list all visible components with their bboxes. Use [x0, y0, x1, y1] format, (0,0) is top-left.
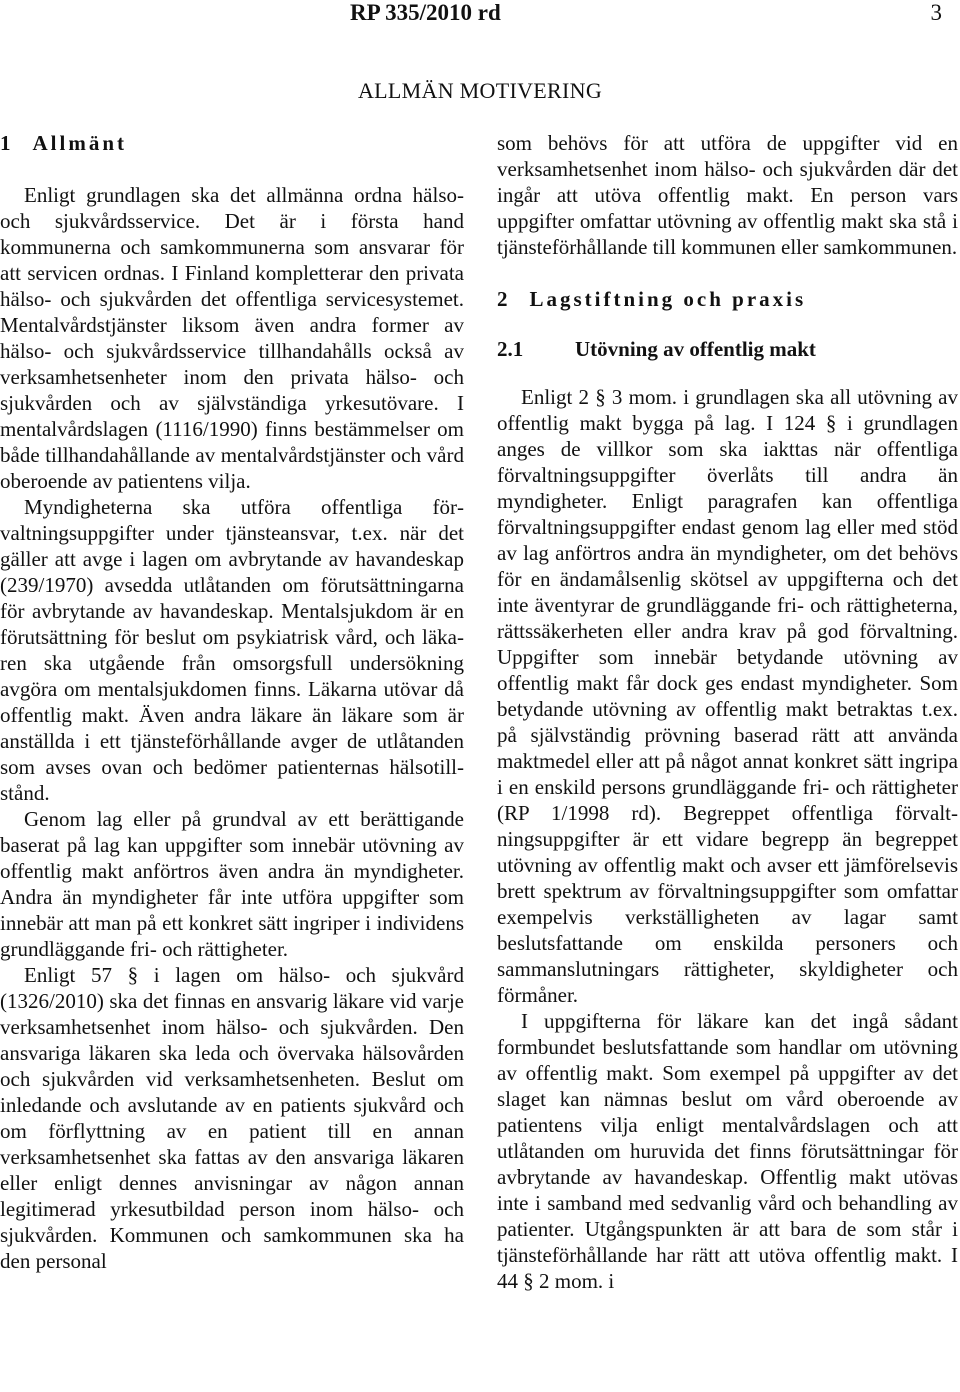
subheading-utovning [497, 336, 958, 362]
heading-allmant [0, 130, 464, 156]
left-column [0, 130, 464, 1274]
paragraph: I uppgifterna för läkare kan det ingå sådant formbundet beslutsfattande som handlar om utövning av offentlig makt. Som exempel på uppgifter av det slaget kan nämnas beslut om vård oberoende av patientens vilja enligt mentalvårdslagen och att utlåtanden om huruvida det finns förutsättningar för avbrytande av havandeskap. Offentlig makt utövas inte i samband med sedvanlig vård och behandling av patienter. Utgångspunkten är att bara de som står i tjänsteförhållande har rätt att utöva offentlig makt. I 44 § 2 mom. i [497, 1009, 958, 1293]
section-title: ALLMÄN MOTIVERING [357, 78, 603, 103]
heading-number: 1 [0, 131, 11, 155]
page-number: 3 [930, 0, 942, 25]
paragraph: Enligt 57 § i lagen om hälso- och sjukvård (1326/2010) ska det finnas en ansvarig läkare vid varje verksamhetsenhet inom hälso- och sjukvården. Den ansvariga läkaren ska leda och övervaka hälsovården och sjukvården vid verksamhetsenheten. Beslut om inledande och avslutande av en patients sjukvård och om förflyttning av en patient till en annan verksamhetsenhet ska fattas av den ansvariga läkaren eller enligt dennes anvisningar av någon annan legitimerad yrkesutbildad person inom hälso- och sjukvården. Kommunen och samkommunen ska ha den personal [0, 963, 464, 1273]
heading-number: 2 [497, 287, 508, 311]
right-column [497, 130, 958, 1294]
paragraph-continuation: som behövs för att utföra de uppgifter vid en verksamhetsenhet inom hälso- och sjukvården där det ingår att utöva offentlig makt. En person vars uppgifter omfattar utövning av offentlig makt ska stå i tjänsteförhållande till kommunen eller samkommunen. [497, 131, 958, 259]
paragraph: Myndigheterna ska utföra offentliga förvaltningsuppgifter under tjänsteansvar, t.ex. när det gäller att avge i lagen om avbrytande av havandeskap (239/1970) avsedda utlåtanden om förutsättningarna för avbrytande av havandeskap. Mentalsjukdom är en förutsättning för beslut om psykiatrisk vård, och läkaren ska utgående från omsorgsfull undersökning avgöra om mentalsjukdomen finns. Läkarna utövar då offentlig makt. Även andra läkare än läkare som är anställda i ett tjänsteförhållande avger de utlåtanden som avses ovan och bedömer patienternas hälsotillstånd. [0, 495, 464, 805]
heading-title: Lagstiftning och praxis [529, 287, 807, 311]
subheading-title: Utövning av offentlig makt [575, 337, 816, 361]
paragraph: Genom lag eller på grundval av ett berättigande baserat på lag kan uppgifter som innebär utövning av offentlig makt anförtros även andra än myndigheter. Andra än myndigheter får inte utföra uppgifter som innebär att man på ett konkret sätt ingriper i individens grundläggande fri- och rättigheter. [0, 807, 464, 961]
heading-title: Allmänt [32, 131, 127, 155]
heading-lagstiftning [497, 286, 958, 312]
document-id: RP 335/2010 rd [350, 0, 501, 25]
subheading-number: 2.1 [497, 337, 524, 361]
paragraph: Enligt 2 § 3 mom. i grundlagen ska all utövning av offentlig makt bygga på lag. I 124 § i grundlagen anges de villkor som ska iakttas när offentliga förvaltningsuppgifter överlåts till andra än myndigheter. Enligt paragrafen kan offentliga förvaltningsuppgifter endast genom lag eller med stöd av lag anförtros andra än myndigheter, om det behövs för en ändamålsenlig skötsel av uppgifterna och det inte äventyrar de grundläggande fri- och rättigheterna, rättssäkerheten eller andra krav på god förvaltning. Uppgifter som innebär betydande utövning av offentlig makt får dock ges endast myndigheter. Som betydande utövning av offentlig makt betraktas t.ex. på självständig prövning baserad rätt att använda maktmedel eller att på något annat konkret sätt ingripa i en enskild persons grundläggande fri- och rättigheter (RP 1/1998 rd). Begreppet offentliga förvaltningsuppgifter är ett vidare begrepp än begreppet utövning av offentlig makt och avser ett jämförelsevis brett spektrum av förvaltningsuppgifter som omfattar exempelvis verkställigheten av lagar samt beslutsfattande om enskilda personers och sammanslutningars rättigheter, skyldigheter och förmåner. [497, 385, 958, 1007]
paragraph: Enligt grundlagen ska det allmänna ordna hälso- och sjukvårdsservice. Det är i första hand kommunerna och samkommunerna som ansvarar för att servicen ordnas. I Finland kompletterar den privata hälso- och sjukvården det offentliga servicesystemet. Mentalvårdstjänster liksom även andra former av hälso- och sjukvårdsservice tillhandahålls också av verksamhetsenheter inom den privata hälso- och sjukvården och av självständiga yrkesutövare. I mentalvårdslagen (1116/1990) finns bestämmelser om både tillhandahållande av mentalvårdstjänster och vård oberoende av patientens vilja. [0, 183, 464, 493]
